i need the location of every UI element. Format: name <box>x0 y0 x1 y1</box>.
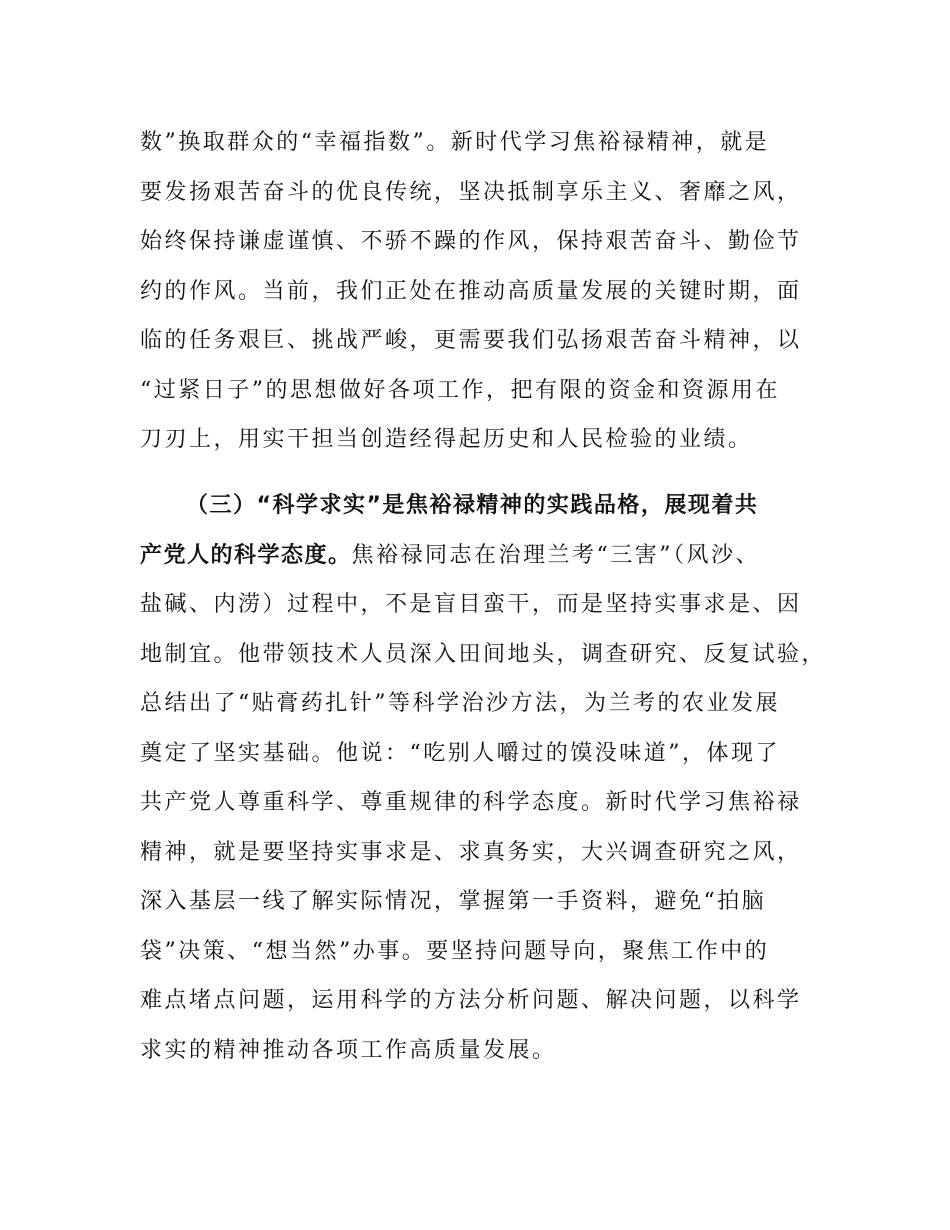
text-line: 始终保持谦虚谨慎、不骄不躁的作风，保持艰苦奋斗、勤俭节 <box>140 229 802 254</box>
text-line: 难点堵点问题，运用科学的方法分析问题、解决问题，以科学 <box>140 988 802 1013</box>
text-line-rest: 焦裕禄同志在治理兰考“三害”（风沙、 <box>351 542 761 568</box>
section-heading-continued: 产党人的科学态度。 <box>140 542 352 568</box>
text-line: 刀刃上，用实干担当创造经得起历史和人民检验的业绩。 <box>140 427 753 452</box>
text-line: 地制宜。他带领技术人员深入田间地头，调查研究、反复试验， <box>140 641 827 667</box>
text-line: 要发扬艰苦奋斗的优良传统，坚决抵制享乐主义、奢靡之风， <box>140 179 802 205</box>
text-line: “过紧日子”的思想做好各项工作，把有限的资金和资源用在 <box>140 377 780 403</box>
text-line: 共产党人尊重科学、尊重规律的科学态度。新时代学习焦裕禄 <box>140 790 802 815</box>
section-heading-line <box>140 481 830 531</box>
paragraph-scientific <box>140 481 830 1075</box>
text-line <box>140 531 830 581</box>
paragraph-hardship <box>140 118 830 465</box>
text-line: 总结出了“贴膏药扎针”等科学治沙方法，为兰考的农业发展 <box>140 691 780 716</box>
section-heading: （三）“科学求实”是焦裕禄精神的实践品格，展现着共 <box>186 493 759 518</box>
text-line: 临的任务艰巨、挑战严峻，更需要我们弘扬艰苦奋斗精神，以 <box>140 328 802 353</box>
text-line: 精神，就是要坚持实事求是、求真务实，大兴调查研究之风， <box>140 839 802 865</box>
text-line: 约的作风。当前，我们正处在推动高质量发展的关键时期，面 <box>140 278 802 304</box>
text-line: 深入基层一线了解实际情况，掌握第一手资料，避免“拍脑 <box>140 889 767 914</box>
text-line: 求实的精神推动各项工作高质量发展。 <box>140 1037 557 1063</box>
text-line: 奠定了坚实基础。他说：“吃别人嚼过的馍没味道”，体现了 <box>140 740 780 766</box>
text-line: 数”换取群众的“幸福指数”。新时代学习焦裕禄精神，就是 <box>140 130 770 155</box>
text-line: 袋”决策、“想当然”办事。要坚持问题导向，聚焦工作中的 <box>140 938 770 964</box>
text-line: 盐碱、内涝）过程中，不是盲目蛮干，而是坚持实事求是、因 <box>140 592 802 617</box>
